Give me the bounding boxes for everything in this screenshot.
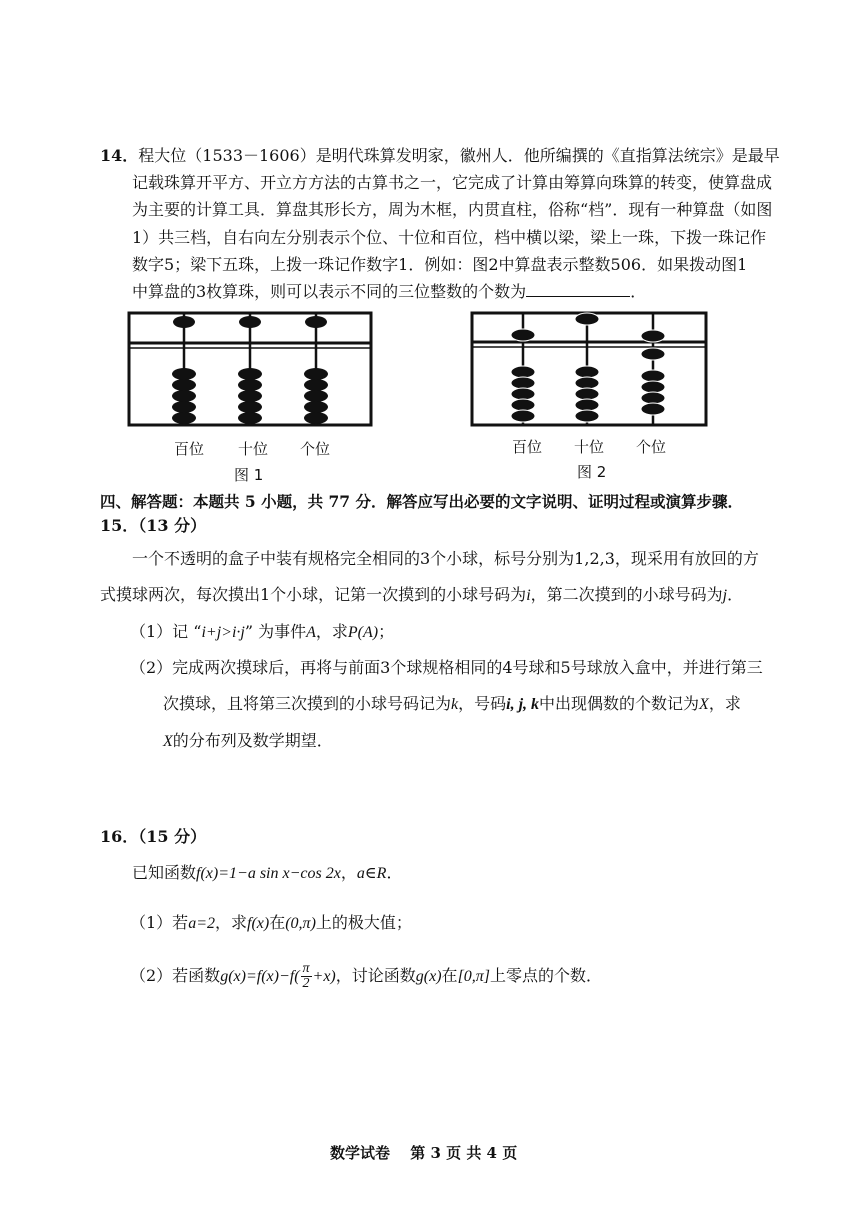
q16-part-1-text-a: （1）若 [130, 913, 189, 932]
abacus-2-lower-bead [575, 410, 599, 422]
fig2-caption: 图 2 [577, 463, 607, 481]
q15-part-2-line-2 [163, 694, 741, 715]
abacus-2-upper-bead [511, 329, 535, 341]
abacus-figure-2 [469, 310, 709, 430]
fig2-label-hundreds: 百位 [512, 438, 543, 456]
abacus-1-lower-bead [238, 379, 262, 391]
var-k: k [451, 696, 459, 713]
q14-line-5: 数字5；梁下五珠，上拨一珠记作数字1．例如：图2中算盘表示整数506．如果拨动图1 [132, 255, 748, 274]
var-i: i [526, 587, 531, 604]
q15-part-2-text-d: ，求 [708, 694, 741, 713]
q15-part-2-line-1: （2）完成两次摸球后，再将与前面3个球规格相同的4号球和5号球放入盒中，并进行第三 [130, 658, 763, 677]
abacus-2-lower-bead [641, 381, 665, 393]
function-f-definition: f(x)=1−a sin x−cos 2x [196, 865, 341, 882]
abacus-1-upper-bead [305, 316, 327, 328]
var-X: X [699, 696, 709, 713]
q16-part-2-text-a: （2）若函数 [130, 966, 221, 985]
q16-part-1 [130, 913, 412, 934]
f-of-x: f(x) [247, 915, 270, 932]
fig2-label-ones: 个位 [636, 438, 667, 456]
q16-part-2-text-c: 在 [441, 966, 458, 985]
abacus-2-lower-bead [511, 399, 535, 411]
param-a-domain: a∈R [356, 865, 387, 882]
q15-line-2-text-b: ，第二次摸到的小球号码为 [530, 585, 723, 604]
abacus-2-lower-bead [575, 399, 599, 411]
abacus-2-lower-bead [641, 403, 665, 415]
abacus-1-upper-beads [173, 316, 327, 328]
q14-text-1: 程大位（1533－1606）是明代珠算发明家，徽州人．他所编撰的《直指算法统宗》是最早 [138, 146, 780, 165]
abacus-2-lower-bead [641, 370, 665, 382]
abacus-1-lower-bead [238, 412, 262, 424]
q15-part-1-text-a: （1）记 “ [130, 622, 202, 641]
abacus-2-lower-bead [641, 392, 665, 404]
abacus-1-lower-bead [172, 379, 196, 391]
function-g-definition: g(x)=f(x)−f( [220, 968, 300, 985]
q16-part-1-text-b: ，求 [214, 913, 247, 932]
q16-given-text-b: ， [340, 863, 357, 882]
q15-header: 15．（13 分） [100, 516, 207, 535]
q15-part-2-line-3 [163, 731, 333, 752]
abacus-2-lower-bead [575, 377, 599, 389]
abacus-1-upper-bead [239, 316, 261, 328]
g-of-x: g(x) [415, 968, 442, 985]
event-condition: i+j>i·j [201, 624, 245, 641]
fig1-label-ones: 个位 [300, 440, 331, 458]
abacus-1-lower-beads [172, 368, 328, 424]
fraction-denominator: 2 [302, 976, 310, 991]
fraction-numerator: π [302, 961, 310, 976]
abacus-2-lower-bead [511, 388, 535, 400]
q16-part-1-text-d: 上的极大值； [315, 913, 412, 932]
fig1-caption: 图 1 [234, 466, 264, 484]
q15-line-2-text-c: ． [727, 585, 744, 604]
abacus-1-lower-bead [304, 379, 328, 391]
q14-line-1 [100, 146, 780, 166]
q15-part-2-text-a: 次摸球，且将第三次摸到的小球号码记为 [163, 694, 452, 713]
abacus-figure-1 [126, 310, 374, 430]
interval-open: (0,π) [285, 915, 316, 932]
q14-line-6 [132, 282, 646, 302]
abacus-1-lower-bead [304, 368, 328, 380]
abacus-1-lower-bead [304, 390, 328, 402]
q16-part-1-text-c: 在 [269, 913, 286, 932]
abacus-2-lower-bead [511, 410, 535, 422]
q15-part-1-text-b: ” 为事件 [244, 622, 307, 641]
abacus-2-lower-bead [641, 348, 665, 360]
q15-line-2-text-a: 式摸球两次，每次摸出1个小球，记第一次摸到的小球号码为 [100, 585, 527, 604]
q14-number: 14． [100, 146, 139, 165]
abacus-1-lower-bead [172, 412, 196, 424]
event-A: A [306, 624, 316, 641]
q16-given-text-d: ． [386, 863, 403, 882]
q15-part-1 [130, 622, 394, 643]
abacus-1-lower-bead [172, 401, 196, 413]
interval-closed: [0,π] [457, 968, 491, 985]
section-4-title: 四、解答题：本题共 5 小题，共 77 分．解答应写出必要的文字说明、证明过程或演算步骤． [100, 492, 743, 511]
fraction-pi-over-2 [301, 962, 312, 991]
a-equals-2: a=2 [188, 915, 215, 932]
q15-part-2-text-b: ，号码 [458, 694, 507, 713]
q14-line-2: 记载珠算开平方、开立方方法的古算书之一，它完成了计算由筹算向珠算的转变，使算盘成 [132, 173, 773, 192]
answer-blank[interactable] [526, 282, 630, 297]
abacus-2-lower-bead [511, 377, 535, 389]
abacus-2-upper-bead [641, 330, 665, 342]
abacus-1-lower-bead [172, 390, 196, 402]
q16-part-2-text-b: ，讨论函数 [335, 966, 416, 985]
abacus-1-lower-bead [238, 368, 262, 380]
fig2-label-tens: 十位 [574, 438, 605, 456]
q15-part-2-text-c: 中出现偶数的个数记为 [539, 694, 700, 713]
q14-text-6: 中算盘的3枚算珠，则可以表示不同的三位整数的个数为 [132, 282, 527, 301]
abacus-1-lower-bead [172, 368, 196, 380]
q14-line-3: 为主要的计算工具．算盘其形长方，周为木框，内贯直柱，俗称“档”．现有一种算盘（如图 [132, 200, 773, 219]
abacus-2-upper-bead [575, 313, 599, 325]
abacus-2-lower-bead [575, 388, 599, 400]
q14-line-4: 1）共三档，自右向左分别表示个位、十位和百位，档中横以梁，梁上一珠，下拨一珠记作 [132, 228, 767, 247]
var-j: j [722, 587, 728, 604]
abacus-1-lower-bead [304, 401, 328, 413]
abacus-1-lower-bead [238, 401, 262, 413]
page-footer: 数学试卷 第 3 页 共 4 页 [330, 1144, 518, 1162]
q15-part-1-text-d: ； [378, 622, 395, 641]
var-X-2: X [163, 733, 173, 750]
q16-given [132, 863, 402, 884]
fig1-label-tens: 十位 [238, 440, 269, 458]
q16-given-text-a: 已知函数 [132, 863, 197, 882]
abacus-2-lower-bead [575, 366, 599, 378]
q15-part-2-text-e: 的分布列及数学期望． [172, 731, 333, 750]
q15-part-1-text-c: ，求 [315, 622, 348, 641]
q16-header: 16．（15 分） [100, 827, 207, 846]
var-ijk: i, j, k [506, 696, 540, 713]
abacus-2-lower-bead [511, 366, 535, 378]
q15-line-1: 一个不透明的盒子中装有规格完全相同的3个小球，标号分别为1,2,3，现采用有放回的方 [132, 549, 759, 568]
abacus-1-lower-bead [238, 390, 262, 402]
function-g-tail: +x) [312, 968, 336, 985]
q16-part-2-text-d: 上零点的个数． [490, 966, 603, 985]
q15-line-2 [100, 585, 743, 606]
abacus-1-lower-bead [304, 412, 328, 424]
fig1-label-hundreds: 百位 [174, 440, 205, 458]
q16-part-2 [130, 958, 602, 995]
q14-line-end: ． [630, 282, 647, 301]
abacus-1-upper-bead [173, 316, 195, 328]
prob-PA: P(A) [347, 624, 379, 641]
